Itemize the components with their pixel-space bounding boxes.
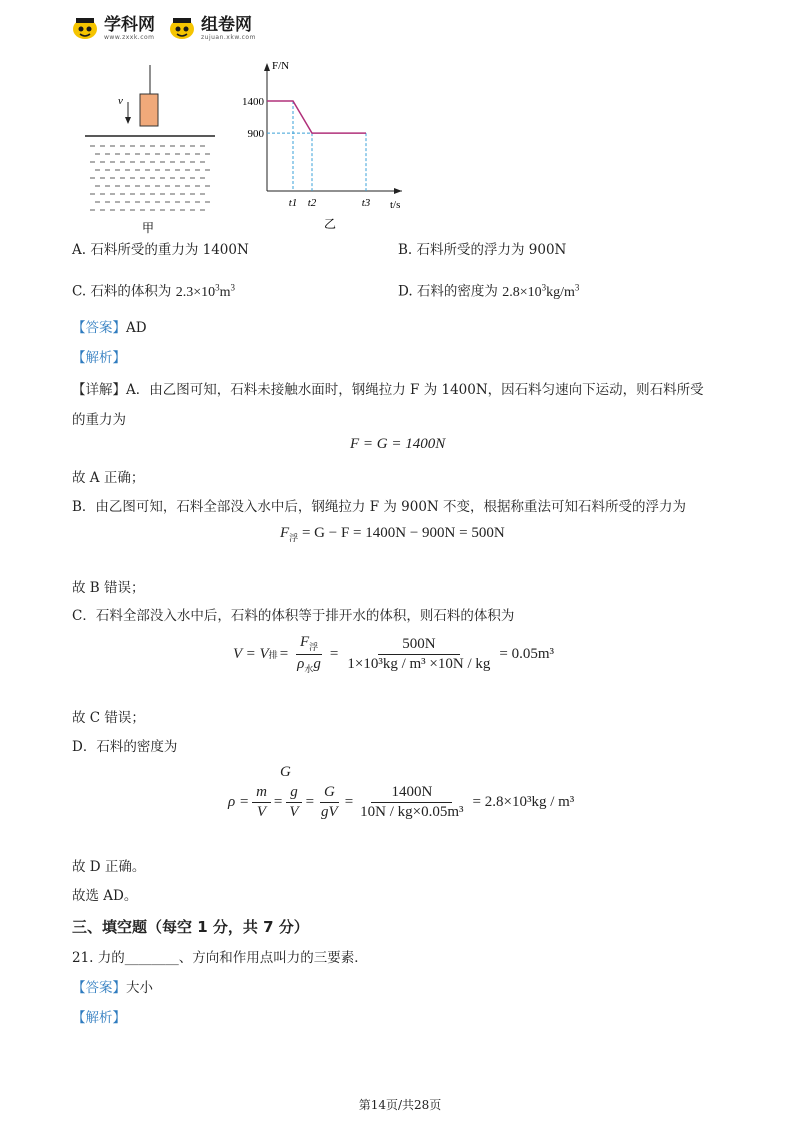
velocity-arrowhead — [125, 117, 131, 124]
logo1-url: www.zxxk.com — [104, 33, 155, 41]
detail-line-c: C．石料全部没入水中后，石料的体积等于排开水的体积，则石料的体积为 — [72, 608, 515, 624]
x-axis-label: t/s — [390, 199, 401, 211]
y-tick-label-1400: 1400 — [242, 96, 264, 108]
equation-d-frac-3: $\frac{G}{gV}$ — [321, 784, 338, 820]
equation-c-frac-2: $\frac{500N}{\text{1×10³kg / m³ ×10N / kg}}$ — [347, 636, 491, 672]
option-c-prefix: C. 石料的体积为 — [72, 283, 172, 300]
water-dashes — [90, 146, 210, 210]
logo1-name: 学科网 — [104, 14, 155, 35]
equation-d-frac-4: $\frac{1400N}{\text{10N / kg×0.05m³}}$ — [360, 784, 464, 820]
option-c — [72, 277, 235, 303]
x-tick-label-t3: t3 — [361, 197, 371, 209]
option-b: B. 石料所受的浮力为 900N — [398, 242, 567, 258]
analysis-2-tag: 【解析】 — [72, 1010, 126, 1026]
equation-c: V = V 排 = $\frac{F_浮}{\rho_水g}$ = $\frac{500N}{\text{1×10³kg / m³ ×10N / kg}}$ = 0.05m³ — [233, 634, 554, 674]
chart-guide-dashes — [267, 101, 366, 191]
logo-face-icon-2 — [169, 16, 195, 40]
force-series-line — [267, 101, 366, 133]
force-time-chart — [230, 55, 420, 245]
equation-d-top-g: G — [280, 764, 291, 780]
answer-1-value: AD — [126, 320, 147, 336]
x-axis-arrowhead — [394, 188, 402, 194]
equation-a: F = G = 1400N — [350, 436, 446, 452]
conclusion-a: 故 A 正确； — [72, 470, 145, 486]
y-axis-arrowhead — [264, 63, 270, 71]
logo2-url: zujuan.xkw.com — [201, 33, 256, 41]
x-tick-label-t1: t1 — [288, 197, 298, 209]
detail-line-a2: 的重力为 — [72, 412, 126, 428]
detail-line-a1-text: A．由乙图可知，石料未接触水面时，钢绳拉力 F 为 1400N，因石料匀速向下运动，则石料所受 — [126, 382, 704, 398]
answer-1-tag: 【答案】 — [72, 320, 126, 336]
velocity-label: v — [118, 95, 123, 107]
figure-left-container — [80, 60, 220, 240]
y-axis-label: F/N — [272, 60, 290, 72]
x-tick-label-t2: t2 — [307, 197, 317, 209]
detail-line-a1 — [72, 380, 704, 400]
option-d — [398, 277, 579, 303]
header-logos — [72, 14, 256, 42]
detail-line-b: B．由乙图可知，石料全部没入水中后，钢绳拉力 F 为 900N 不变，根据称重法可知石料所受的浮力为 — [72, 499, 687, 515]
section-3-title: 三、填空题（每空 1 分，共 7 分） — [72, 918, 309, 936]
answer-2-tag: 【答案】 — [72, 980, 126, 996]
equation-b: $F_浮 = G - F = 1400N - 900N = 500N$ — [280, 525, 505, 543]
question-21: 21. 力的________、方向和作用点叫力的三要素． — [72, 950, 368, 966]
analysis-1-tag: 【解析】 — [72, 350, 126, 366]
equation-c-frac-1: $\frac{F_浮}{\rho_水g}$ — [297, 634, 321, 674]
figure-right-label: 乙 — [323, 217, 337, 231]
figure-left-label: 甲 — [141, 221, 155, 235]
page-footer: 第14页/共28页 — [358, 1098, 442, 1112]
conclusion-b: 故 B 错误； — [72, 580, 145, 596]
conclusion-d: 故 D 正确。 — [72, 859, 146, 875]
stone-block — [140, 94, 158, 126]
conclusion-c: 故 C 错误； — [72, 710, 145, 726]
final-answer: 故选 AD。 — [72, 888, 138, 904]
logo-face-icon — [72, 16, 98, 40]
option-c-value: $2.3\times 10^3m^3$ — [175, 282, 236, 300]
equation-d-frac-1: $\frac{m}{V}$ — [252, 784, 271, 821]
detail-line-d: D．石料的密度为 — [72, 739, 178, 755]
option-d-prefix: D. 石料的密度为 — [398, 283, 498, 300]
y-tick-label-900: 900 — [247, 128, 264, 141]
equation-d-frac-2: $\frac{g}{V}$ — [285, 784, 302, 821]
equation-d: ρ = $\frac{m}{V}$ = $\frac{g}{V}$ = $\frac{G}{gV}$ = $\frac{1400N}{\text{10N / kg×0.05m³}}$ = 2.8×10³kg / m³ — [228, 784, 575, 820]
logo2-name: 组卷网 — [201, 14, 252, 35]
answer-1 — [72, 318, 147, 338]
detail-tag: 【详解】 — [72, 382, 126, 398]
option-a: A. 石料所受的重力为 1400N — [72, 242, 249, 258]
answer-2 — [72, 978, 153, 998]
option-d-value: $2.8\times 10^3kg/m^3$ — [502, 282, 580, 300]
answer-2-value: 大小 — [126, 980, 153, 996]
